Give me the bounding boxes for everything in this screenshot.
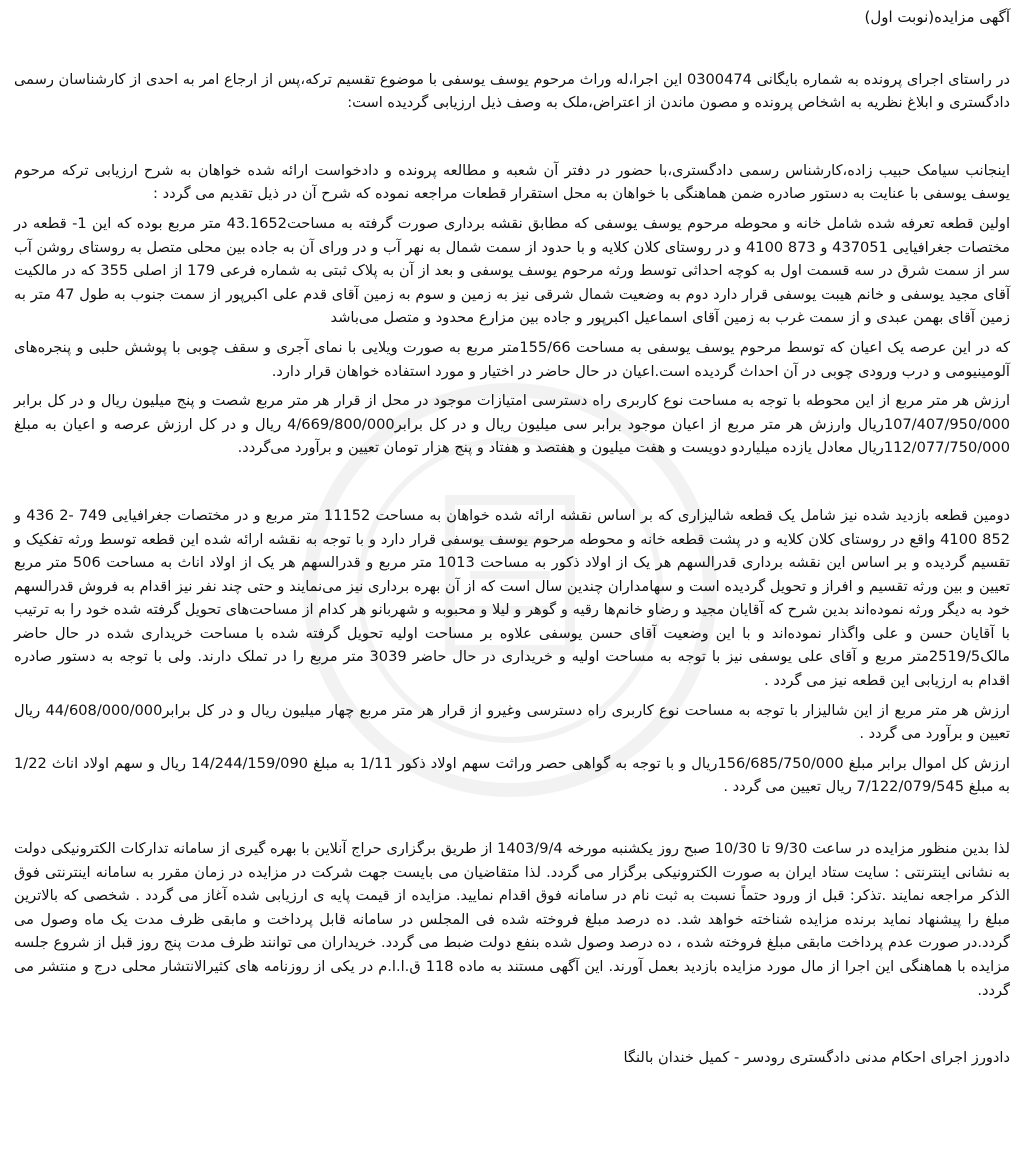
intro-paragraph: در راستای اجرای پرونده به شماره بایگانی 0300474 این اجرا،له وراث مرحوم یوسف یوسفی با موضوع تقسیم ترکه،پس از ارجاع امر به احدی از کارشناسان رسمی دادگستری و ابلاغ نظریه به اشخاص پرونده و مصون ماندن از اعتراض،ملک به وصف ذیل ارزیابی گردیده است: bbox=[14, 70, 1011, 112]
notice-title: آگهی مزایده(نوبت اول) bbox=[864, 8, 1010, 26]
parcel1-description: اولین قطعه تعرفه شده شامل خانه و محوطه مرحوم یوسف یوسفی که مطابق نقشه برداری صورت گرفته به مساحت43.1652 متر مربع بوده که این 1- قطعه در مختصات جغرافیایی 437051 و 873 4100 و در روستای کلان کلایه و با حدود از سمت شمال به نهر آب و در ورای آن به جاده بین محلی متصل به روستای روشن آب سر از سمت شرق در سه قسمت اول به کوچه احداثی توسط ورثه مرحوم یوسف یوسفی و بعد از آن به پلاک ثبتی به شماره فرعی 179 از اصلی 355 که در مالکیت آقای مجید یوسفی و خانم هیبت یوسفی قرار دارد دوم به وضعیت شمال شرقی نیز به زمین و سوم به زمین آقای قدم علی اکبرپور از سمت جنوب به طول 47 متر به زمین آقای بهمن عبدی و از سمت غرب به زمین آقای اسماعیل اکبرپور و جاده بین مزارع محدود و متصل می‌باشد bbox=[14, 214, 1011, 327]
parcel2-description: دومین قطعه بازدید شده نیز شامل یک قطعه شالیزاری که بر اساس نقشه ارائه شده خواهان به مساحت 11152 متر مربع و در مختصات جغرافیایی 749 -2 436 و 852 4100 واقع در روستای کلان کلایه و در پشت قطعه خانه و محوطه مرحوم یوسف یوسفی قرار دارد و با توجه به نقشه ارائه شده این قطعه توسط ورثه تفکیک و تقسیم گردیده و بر اساس این نقشه برداری قدرالسهم هر یک از اولاد ذکور به مساحت 1013 متر مربع و قدرالسهم هر یک از اولاد اناث به مساحت 506 متر مربع تعیین و بین ورثه تقسیم و افراز و تحویل گردیده است و سهامداران چندین سال است که از آن بهره برداری نیز می‌نمایند و حتی چند نفر نیز اقدام به فروش قدرالسهم خود به دیگر ورثه نموده‌اند بدین شرح که آقایان مجید و رضاو خانم‌ها رقیه و گوهر و لیلا و محبوبه و شهربانو هر کدام از مساحت‌های تحویل گرفته شده خود را به ترتیب با آقایان حسن و علی واگذار نموده‌اند و با این وضعیت آقای حسن یوسفی علاوه بر مساحت اولیه تحویل گرفته شده با مساحت خریداری شده در حال حاضر مالک2519/5متر مربع و آقای علی یوسفی نیز با توجه به مساحت اولیه و خریداری در حال حاضر 3039 متر مربع را در تملک دارند. ولی با توجه به دستور صادره اقدام به ارزیابی این قطعه نیز می گردد . bbox=[14, 506, 1011, 690]
parcel1-valuation: ارزش هر متر مربع از این محوطه با توجه به مساحت نوع کاربری راه دسترسی امتیازات موجود در محل از قرار هر متر مربع شصت و پنج میلیون ریال و در کل برابر 107/407/950/000ریال وارزش هر متر مربع از اعیان موجود برابر سی میلیون ریال و در کل برابر4/669/800/000 ریال و در کل ارزش عرصه و اعیان به مبلغ 112/077/750/000ریال معادل یازده میلیاردو دویست و هفت میلیون و هفتصد و هفتاد و پنج هزار تومان تعیین و برآورد می‌گردد. bbox=[14, 392, 1010, 457]
signature-line: دادورز اجرای احکام مدنی دادگستری رودسر - کمیل خندان بالنگا bbox=[623, 1049, 1010, 1067]
expert-intro-paragraph: اینجانب سیامک حبیب زاده،کارشناس رسمی دادگستری،با حضور در دفتر آن شعبه و مطالعه پرونده و دادخواست ارائه شده خواهان به شرح ارزیابی ترکه مرحوم یوسف یوسفی با عنایت به دستور صادره ضمن هماهنگی با خواهان به محل استقرار قطعات مراجعه نموده که شرح آن در ذیل تقدیم می گردد : bbox=[14, 161, 1010, 203]
total-valuation: ارزش کل اموال برابر مبلغ 156/685/750/000ریال و با توجه به گواهی حصر وراثت سهم اولاد ذکور 1/11 به مبلغ 14/244/159/090 ریال و سهم اولاد اناث 1/22 به مبلغ 7/122/079/545 ریال تعیین می گردد . bbox=[14, 754, 1010, 796]
parcel1-building: که در این عرصه یک اعیان که توسط مرحوم یوسف یوسفی به مساحت 155/66متر مربع به صورت ویلایی با نمای آجری و سقف چوبی با پوشش حلبی و پنجره‌های آلومینیومی و درب ورودی چوبی در آن احداث گردیده است.اعیان در حال حاضر در اختیار و مورد استفاده خواهان قرار دارد. bbox=[14, 338, 1010, 380]
parcel2-valuation: ارزش هر متر مربع از این شالیزار با توجه به مساحت نوع کاربری راه دسترسی وغیرو از قرار هر متر مربع چهار میلیون ریال و در کل برابر44/608/000/000 ریال تعیین و برآورد می گردد . bbox=[14, 701, 1010, 743]
auction-terms: لذا بدین منظور مزایده در ساعت 9/30 تا 10/30 صبح روز یکشنبه مورخه 1403/9/4 از طریق برگزاری حراج آنلاین با بهره گیری از سامانه تدارکات الکترونیکی دولت به نشانی اینترنتی : سایت ستاد ایران به صورت الکترونیکی برگزار می گردد. لذا متقاضیان می بایست جهت شرکت در مزایده در زمان مقرر به سامانه اینترنتی فوق الذکر مراجعه نمایند .تذکر: قبل از ورود حتماً نسبت به ثبت نام در سامانه فوق اقدام نمایید. مزایده از قیمت پایه ی ارزیابی شده آغاز می گردد . شخصی که بالاترین مبلغ را پیشنهاد نماید برنده مزایده شناخته خواهد شد. ده درصد مبلغ فروخته شده فی المجلس در سامانه قابل پرداخت و مابقی ظرف مدت یک ماه وصول می گردد.در صورت عدم پرداخت مابقی مبلغ فروخته شده ، ده درصد وصول شده بنفع دولت ضبط می گردد. خریداران می توانند ظرف مدت پنج روز قبل از شروع جلسه مزایده با هماهنگی این اجرا از مال مورد مزایده بازدید بعمل آورند. این آگهی مستند به ماده 118 ق.ا.ا.م در یکی از روزنامه های کثیرالانتشار محلی درج و منتشر می گردد. bbox=[14, 840, 1011, 999]
notice-body bbox=[14, 6, 1010, 1070]
